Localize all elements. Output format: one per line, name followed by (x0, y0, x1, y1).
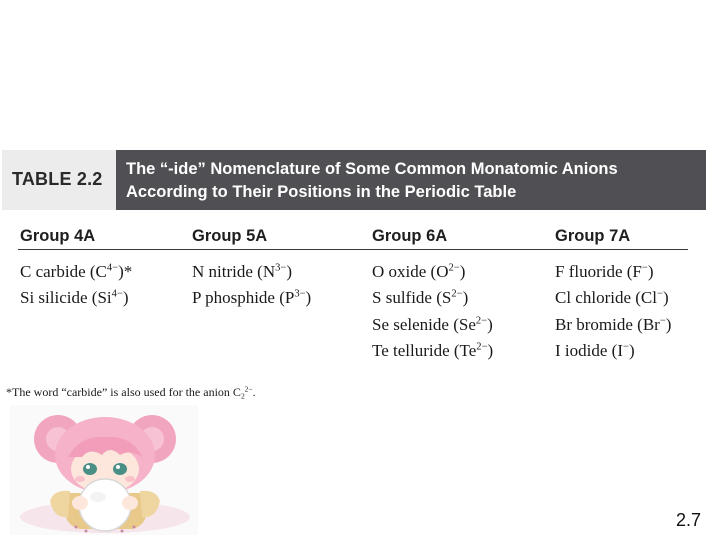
table-title-line-2: According to Their Positions in the Periodic Table (126, 183, 517, 201)
table-title-line-1: The “-ide” Nomenclature of Some Common Monatomic Anions (126, 160, 618, 178)
table-label: TABLE 2.2 (12, 169, 103, 189)
table-footnote: *The word “carbide” is also used for the anion $C_2^{2-}$. (6, 384, 256, 401)
anion-cell: Te telluride $(Te^{2-})$ (372, 341, 494, 360)
anion-cell: P phosphide $(P^{3-})$ (192, 288, 312, 307)
anion-cell: F fluoride (F−) (555, 262, 654, 281)
page-number: 2.7 (676, 510, 702, 530)
cartoon-girl-illustration (10, 405, 198, 535)
column-header-group-4a: Group 4A (20, 227, 96, 245)
anion-cell: Se selenide $(Se^{2-})$ (372, 315, 493, 334)
anion-cell: Br bromide (Br−) (555, 315, 672, 334)
table-header-band (2, 150, 706, 210)
column-header-group-7a: Group 7A (555, 227, 631, 245)
anion-cell: I iodide (I−) (555, 341, 635, 360)
anion-cell: C carbide $(C^{4-})*$ (20, 262, 133, 281)
anion-cell: O oxide $(O^{2-})$ (372, 262, 466, 281)
table-2-2 (2, 150, 706, 404)
column-header-group-6a: Group 6A (372, 227, 448, 245)
anion-cell: Si silicide $(Si^{4-})$ (20, 288, 129, 307)
anion-cell: Cl chloride (Cl−) (555, 288, 669, 307)
anion-cell: S sulfide $(S^{2-})$ (372, 288, 469, 307)
table-title-box (116, 150, 706, 210)
anion-cell: N nitride $(N^{3-})$ (192, 262, 292, 281)
column-header-group-5a: Group 5A (192, 227, 268, 245)
header-rule (18, 249, 688, 250)
